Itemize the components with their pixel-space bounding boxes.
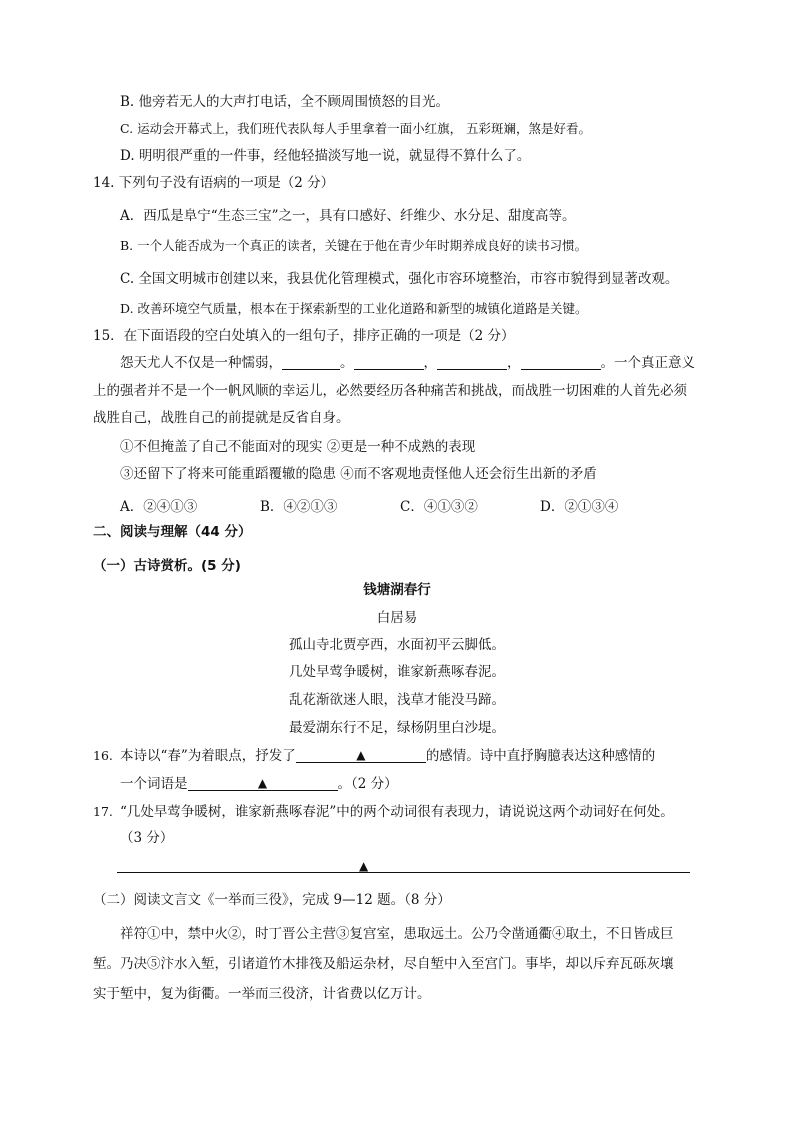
q13-option-d: D. 明明很严重的一件事，经他轻描淡写地一说，就显得不算什么了。 — [120, 148, 531, 164]
q15-stem: 15．在下面语段的空白处填入的一组句子，排序正确的一项是（2 分） — [93, 328, 515, 344]
part-2-title: （二）阅读文言文《一举而三役》，完成 9—12 题。（8 分） — [93, 892, 451, 908]
q17-answer-line[interactable] — [117, 872, 690, 873]
q13-option-b: B. 他旁若无人的大声打电话，全不顾周围愤怒的目光。 — [120, 94, 450, 110]
q16-text-1b: 的感情。诗中直抒胸臆表达这种感情的 — [425, 748, 656, 764]
section-2-part-1-title: （一）古诗赏析。(5 分) — [93, 558, 241, 574]
q13-option-c: C. 运动会开幕式上，我们班代表队每人手里拿着一面小红旗， 五彩斑斓，煞是好看。 — [120, 121, 592, 136]
q16-answer-blank-2[interactable] — [188, 775, 338, 791]
q15-paragraph-line-2: 上的强者并不是一个一帆风顺的幸运儿，必然要经历各种痛苦和挑战，而战胜一切困难的人首先必须 — [93, 383, 687, 399]
q17-line-1: “几处早莺争暖树，谁家新燕啄春泥”中的两个动词很有表现力，请说说这两个动词好在何处。 — [120, 804, 674, 820]
q15-blank-4[interactable] — [521, 354, 601, 370]
part-2-text-line-3: 实于堑中，复为街衢。一举而三役济，计省费以亿万计。 — [93, 986, 431, 1002]
q16-line-1 — [120, 746, 655, 766]
q15-sep-2: ， — [423, 355, 437, 371]
poem-title: 钱塘湖春行 — [363, 582, 431, 598]
poem-line-2: 几处早莺争暖树，谁家新燕啄春泥。 — [289, 664, 505, 680]
q17-line-2: （3 分） — [120, 830, 174, 846]
part-2-text-line-1: 祥符①中，禁中火②，时丁晋公主营③复宫室，患取远土。公乃令凿通衢④取土，不日皆成巨 — [120, 926, 674, 942]
q14-option-a: A．西瓜是阜宁“生态三宝”之一，具有口感好、纤维少、水分足、甜度高等。 — [120, 208, 576, 224]
section-2-title: 二、阅读与理解（44 分） — [93, 524, 252, 540]
q15-paragraph-line-1 — [120, 353, 695, 373]
q15-paragraph-line-3: 战胜自己，战胜自己的前提就是反省自身。 — [93, 410, 350, 426]
q15-choice-b: B．④②①③ — [260, 499, 338, 515]
poem-author: 白居易 — [376, 610, 418, 626]
q15-sep-1: 。 — [340, 355, 354, 371]
q16-text-2a: 一个词语是 — [120, 776, 188, 792]
q15-blank-1[interactable] — [282, 354, 340, 370]
q17-number: 17. — [93, 804, 113, 819]
q14-option-c: C. 全国文明城市创建以来，我县优化管理模式，强化市容环境整治，市容市貌得到显著改观。 — [120, 271, 679, 287]
poem-line-1: 孤山寺北贾亭西，水面初平云脚低。 — [289, 637, 505, 653]
answer-marker-icon: ▲ — [359, 859, 369, 873]
part-2-text-line-2: 堑。乃决⑤汴水入堑，引诸道竹木排筏及船运杂材，尽自堑中入至宫门。事毕，却以斥弃瓦砾灰壤 — [93, 956, 674, 972]
q16-text-2b: 。（2 分） — [337, 776, 398, 792]
q16-answer-blank-1[interactable] — [296, 747, 426, 763]
q16-line-2 — [120, 774, 398, 794]
answer-marker-icon: ▲ — [356, 748, 366, 762]
q14-option-d: D. 改善环境空气质量，根本在于探索新型的工业化道路和新型的城镇化道路是关键。 — [120, 301, 588, 316]
q16-number: 16. — [93, 748, 113, 763]
q15-text-end: 。一个真正意义 — [600, 355, 695, 371]
answer-marker-icon: ▲ — [257, 776, 268, 790]
q15-blank-3[interactable] — [437, 354, 507, 370]
q15-choice-d: D．②①③④ — [540, 499, 619, 515]
q15-sentence-options-2: ③还留下了将来可能重蹈覆辙的隐患 ④而不客观地责怪他人还会衍生出新的矛盾 — [120, 466, 597, 482]
q15-sep-3: ， — [507, 355, 521, 371]
poem-line-4: 最爱湖东行不足，绿杨阴里白沙堤。 — [289, 720, 505, 736]
q15-sentence-options-1: ①不但掩盖了自己不能面对的现实 ②更是一种不成熟的表现 — [120, 439, 476, 455]
q15-blank-2[interactable] — [354, 354, 424, 370]
q15-text-start: 怨天尤人不仅是一种懦弱， — [120, 355, 282, 371]
poem-line-3: 乱花渐欲迷人眼，浅草才能没马蹄。 — [289, 692, 505, 708]
q14-option-b: B. 一个人能否成为一个真正的读者，关键在于他在青少年时期养成良好的读书习惯。 — [120, 238, 588, 253]
q16-text-1a: 本诗以“春”为着眼点，抒发了 — [120, 748, 296, 764]
q15-choice-a: A．②④①③ — [120, 499, 198, 515]
q15-choice-c: C．④①③② — [400, 499, 478, 515]
q14-stem: 14. 下列句子没有语病的一项是（2 分） — [93, 175, 335, 191]
